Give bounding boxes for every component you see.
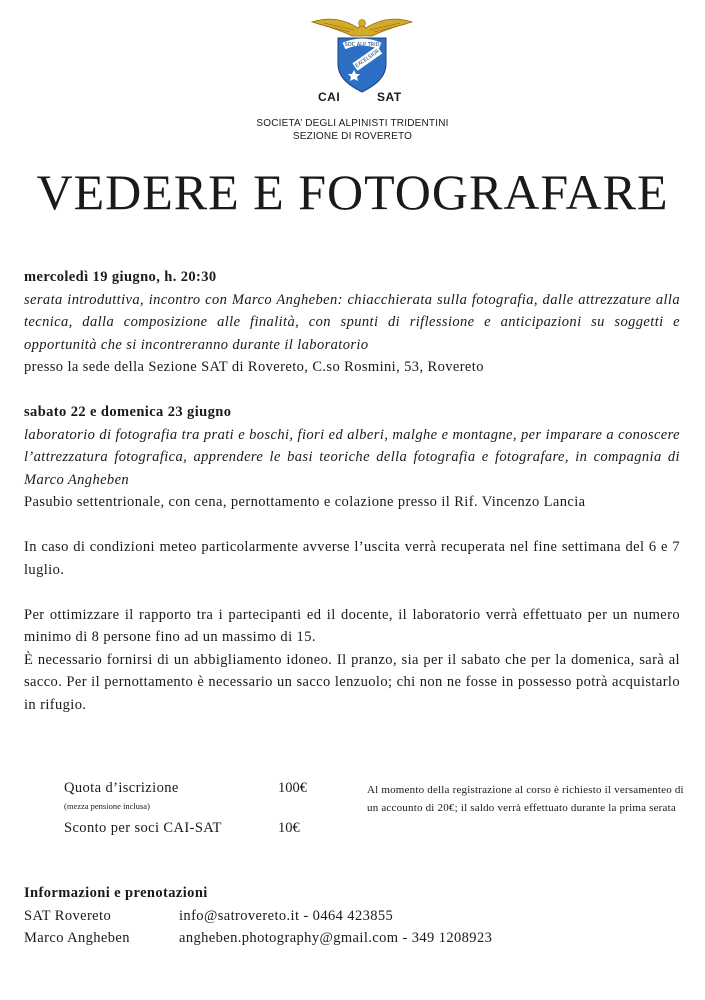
discount-label: Sconto per soci CAI-SAT <box>64 820 222 836</box>
event1-description: serata introduttiva, incontro con Marco Angheben: chiacchierata sulla fotografia, dalle attrezzature alla tecnica, dalla composizione alle finalità, con spunti di riflessione e anticipazioni su soggetti e opportunità che si incontreranno durante il laboratorio <box>24 291 680 353</box>
org-header <box>0 117 705 143</box>
main-content <box>24 266 680 716</box>
org-section: SEZIONE DI ROVERETO <box>292 131 413 142</box>
contact-row-angheben <box>24 927 684 950</box>
discount-value: 10€ <box>278 820 300 836</box>
contact-info[interactable]: info@satrovereto.it - 0464 423855 <box>179 907 394 924</box>
logo-cai-label: CAI <box>318 90 341 104</box>
contact-info[interactable]: angheben.photography@gmail.com - 349 1208923 <box>179 930 493 946</box>
page-title: VEDERE E FOTOGRAFARE <box>36 164 669 220</box>
event2-date: sabato 22 e domenica 23 giugno <box>24 404 232 420</box>
org-name: SOCIETA’ DEGLI ALPINISTI TRIDENTINI <box>256 118 449 129</box>
event1-date: mercoledì 19 giugno, h. 20:30 <box>24 269 217 285</box>
logo-sat-label: SAT <box>377 90 402 104</box>
quota-value: 100€ <box>278 780 307 796</box>
event2-location: Pasubio settentrionale, con cena, pernottamento e colazione presso il Rif. Vincenzo Lancia <box>24 494 586 510</box>
quota-note: (mezza pensione inclusa) <box>64 801 150 811</box>
logo-ring-text: SOC ALP TRID <box>344 42 380 48</box>
participants-note: Per ottimizzare il rapporto tra i partecipanti ed il docente, il laboratorio verrà effettuato per un numero minimo di 8 persone fino ad un massimo di 15. <box>24 606 680 645</box>
quota-label: Quota d’iscrizione <box>64 780 179 796</box>
event2-description: laboratorio di fotografia tra prati e boschi, fiori ed alberi, malghe e montagne, per imparare a conoscere l’attrezzatura fotografica, apprendere le basi teoriche della fotografia e fotografare, in compagnia di Marco Angheben <box>24 426 680 488</box>
weather-note: In caso di condizioni meteo particolarmente avverse l’uscita verrà recuperata nel fine settimana del 6 e 7 luglio. <box>24 539 680 578</box>
contacts-section <box>24 882 684 950</box>
equipment-note: È necessario fornirsi di un abbigliamento idoneo. Il pranzo, sia per il sabato che per la domenica, sarà al sacco. Per il pernottamento è necessario un sacco lenzuolo; chi non ne fosse in possesso potrà acquistarlo in rifugio. <box>24 651 680 713</box>
logo-motto: EXCELSIOR <box>354 48 381 70</box>
contact-row-sat <box>24 905 684 928</box>
payment-note: Al momento della registrazione al corso è richiesto il versamenteo di un accounto di 20€; il saldo verrà effettuato durante la prima serata <box>367 784 684 814</box>
contact-name: Marco Angheben <box>24 930 130 946</box>
contact-name: SAT Rovereto <box>24 907 112 924</box>
contacts-heading: Informazioni e prenotazioni <box>24 885 208 901</box>
event1-location: presso la sede della Sezione SAT di Rovereto, C.so Rosmini, 53, Rovereto <box>24 359 484 375</box>
